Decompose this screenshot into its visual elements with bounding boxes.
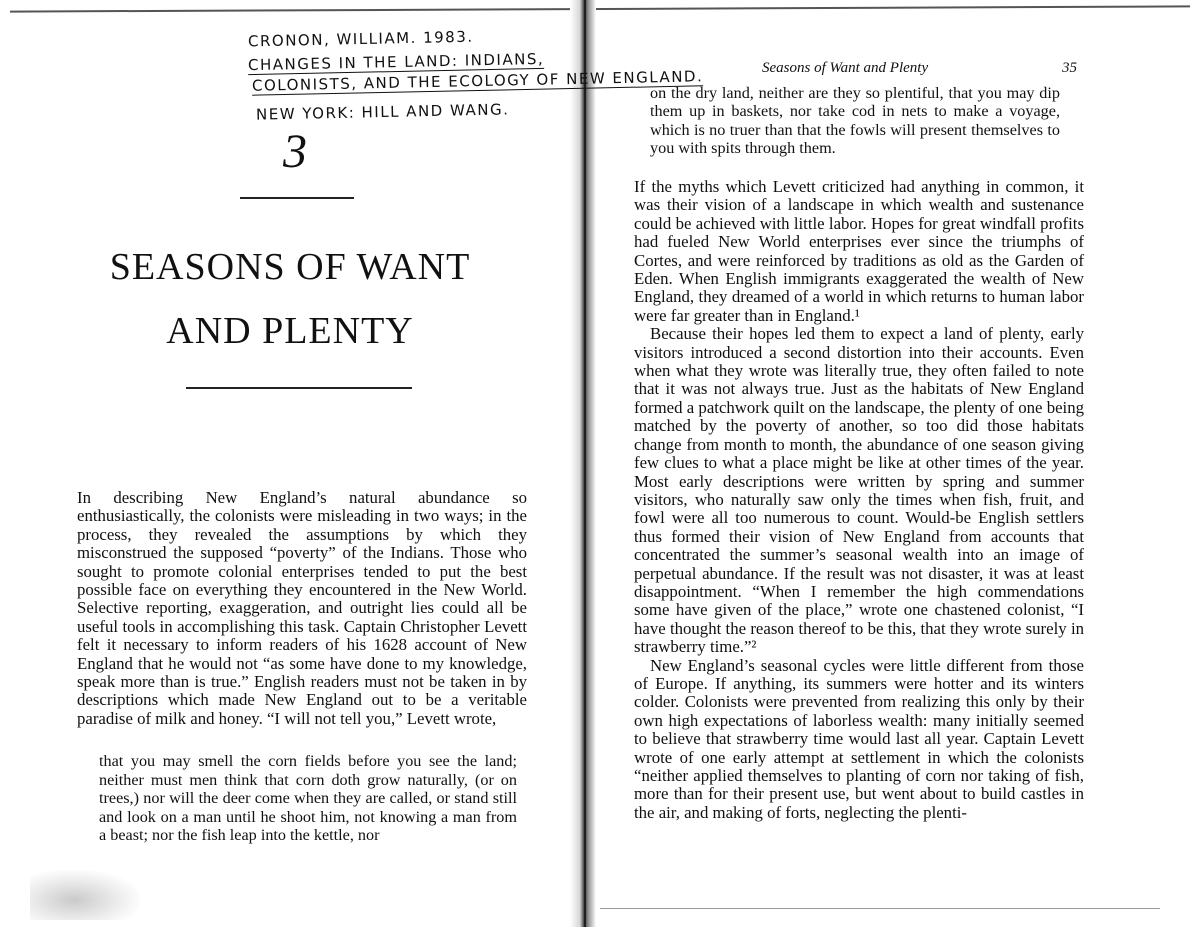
left-paragraph: In describing New England’s natural abundance so enthusiastically, the colonists were misleading in two ways; in the process, they revealed the assumptions by which they misconstrued the supposed “poverty” of the Indians. Those who sought to promote colonial enterprises tended to put the best possible face on everything they encountered in the New World. Selective reporting, exaggeration, and outright lies could all be useful tools in accomplishing this task. Captain Christopher Levett felt it necessary to inform readers of his 1628 account of New England that he would not “as some have done to my knowledge, speak more than is true.” English readers must not be taken in by descriptions which made New England out to be a veritable paradise of milk and honey. “I will not tell you,” Levett wrote, <box>77 488 527 728</box>
chapter-title-line1: SEASONS OF WANT <box>109 246 471 288</box>
scan-smudge <box>30 870 140 920</box>
book-gutter <box>570 0 596 927</box>
right-paragraph-1: If the myths which Levett criticized had anything in common, it was their vision of a landscape in which wealth and sustenance could be achieved with little labor. Hopes for great windfall profits had fueled New World enterprises ever since the triumphs of Cortes, and were reinforced by traditions as old as the Garden of Eden. When English immigrants exaggerated the wealth of New England, they dreamed of a world in which returns to human labor were far greater than in England.¹ <box>634 177 1084 325</box>
right-paragraph-3: New England’s seasonal cycles were little different from those of Europe. If anything, its summers were hotter and its winters colder. Colonists were prevented from realizing this only by their own high expectations of laborless wealth: many initially seemed to believe that strawberry time would last all year. Captain Levett wrote of one early attempt at settlement in which the colonists “neither applied themselves to planting of corn nor taking of fish, more than for their present use, but went about to build castles in the air, and making of forts, neglecting the plenti- <box>634 655 1084 822</box>
chapter-number: 3 <box>283 125 307 178</box>
gutter-line <box>584 0 586 927</box>
handwritten-citation-line3: COLONISTS, AND THE ECOLOGY OF NEW ENGLAND. <box>251 67 704 95</box>
page-bottom-edge <box>600 908 1160 909</box>
right-quote-continuation <box>650 84 1060 158</box>
chapter-title-line2: AND PLENTY <box>166 310 414 352</box>
chapter-rule-top <box>240 197 354 199</box>
page-number: 35 <box>1062 60 1077 76</box>
right-paragraph-2: Because their hopes led them to expect a land of plenty, early visitors introduced a second distortion into their accounts. Even when what they wrote was literally true, they often failed to note that it was not always true. Just as the habitats of New England formed a patchwork quilt on the landscape, the plenty of one being matched by the poverty of another, so too did those habitats change from month to month, the abundance of one season giving few clues to what a place might be like at other times of the year. Most early descriptions were written by spring and summer visitors, who naturally saw only the times when fish, fruit, and fowl were all too numerous to count. Would-be English settlers thus formed their vision of New England from accounts that concentrated the summer’s seasonal wealth into an image of perpetual abundance. If the result was not disaster, it was at least disappointment. “When I remember the high commendations some have given of the place,” wrote one chastened colonist, “I have thought the reason thereof to be this, that they wrote surely in strawberry time.”² <box>634 324 1084 657</box>
block-quote-continued: on the dry land, neither are they so plentiful, that you may dip them up in baskets, nor take cod in nets to make a voyage, which is no truer than that the fowls will present themselves to you with spits through them. <box>650 84 1060 158</box>
left-body-text <box>77 489 527 844</box>
running-head: Seasons of Want and Plenty <box>762 60 929 76</box>
handwritten-citation-line1: CRONON, WILLIAM. 1983. <box>247 27 474 51</box>
block-quote: that you may smell the corn fields before you see the land; neither must men think that corn doth grow naturally, (or on trees,) nor will the deer come when they are called, or stand still and look on a man until he shoot him, not knowing a man from a beast; nor the fish leap into the kettle, nor <box>99 752 517 844</box>
right-body-text <box>634 178 1084 822</box>
chapter-rule-bottom <box>186 387 412 389</box>
handwritten-citation-line4: NEW YORK: HILL AND WANG. <box>255 100 510 124</box>
page-top-edge <box>10 5 1190 12</box>
handwritten-citation-line2: CHANGES IN THE LAND: INDIANS, <box>247 49 545 75</box>
